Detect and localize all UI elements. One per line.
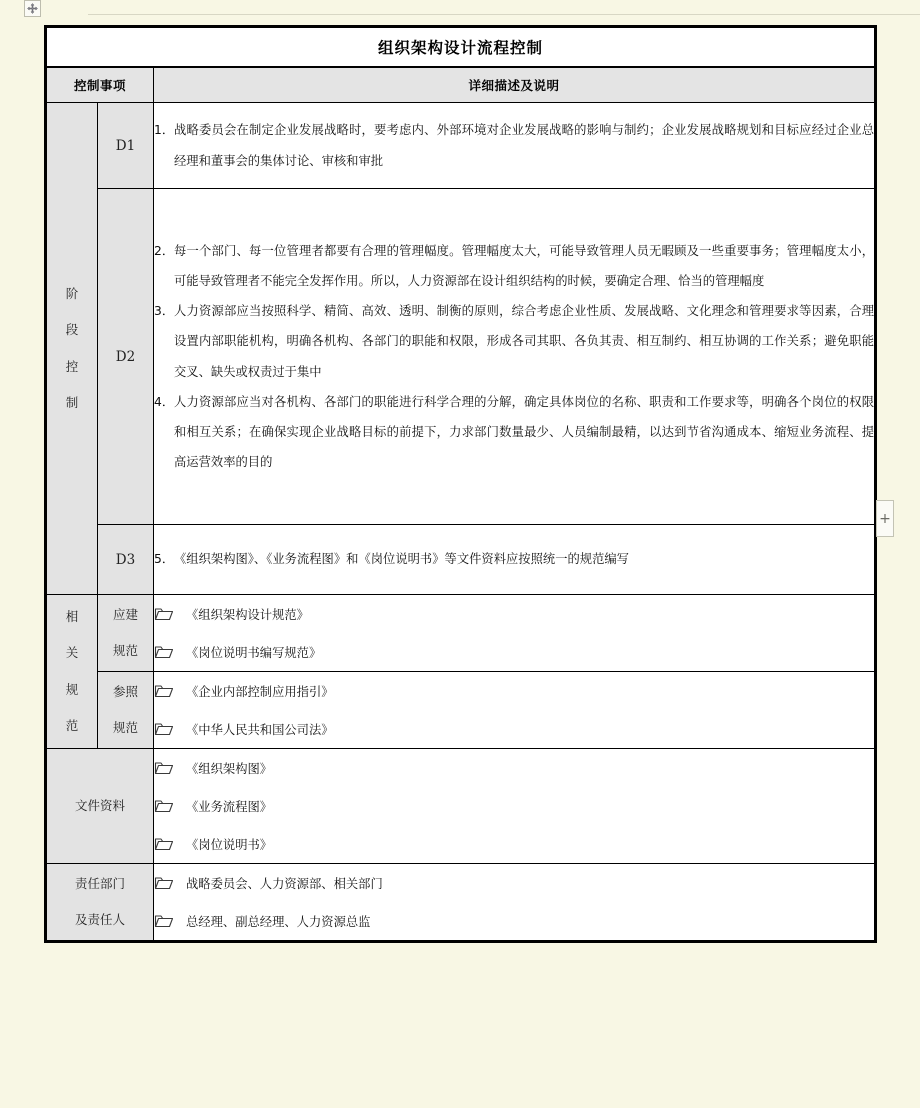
description-item (154, 296, 874, 386)
item-text: 每一个部门、每一位管理者都要有合理的管理幅度。管理幅度太大，可能导致管理人员无暇顾及一些重要事务；管理幅度太小，可能导致管理者不能完全发挥作用。所以，人力资源部在设计组织结构的时候，要确定合理、恰当的管理幅度 (174, 244, 875, 289)
file-name: 《岗位说明书编写规范》 (186, 646, 322, 660)
list-item[interactable] (154, 902, 874, 940)
file-name: 《组织架构图》 (186, 762, 273, 776)
sub-label-reference-norms (98, 672, 154, 749)
documents-file-list (154, 749, 876, 864)
section-label-char: 制 (65, 394, 79, 410)
table-row (46, 189, 876, 525)
item-number: 2． (154, 244, 175, 258)
folder-icon (154, 607, 174, 621)
item-text: 人力资源部应当按照科学、精简、高效、透明、制衡的原则，综合考虑企业性质、发展战略、文化理念和管理要求等因素，合理设置内部职能机构，明确各机构、各部门的职能和权限，形成各司其职、各负其责、相互制约、相互协调的工作关系；避免职能交叉、缺失或权责过于集中 (174, 304, 875, 379)
sub-label-line: 应建 (112, 606, 138, 622)
section-label-char: 规 (65, 681, 79, 697)
responsibility-list (154, 864, 876, 942)
header-control-item: 控制事项 (46, 67, 154, 103)
list-item[interactable] (154, 864, 874, 902)
header-description: 详细描述及说明 (154, 67, 876, 103)
table-row (46, 525, 876, 595)
list-item[interactable] (154, 787, 874, 825)
item-text: 人力资源部应当对各机构、各部门的职能进行科学合理的分解，确定具体岗位的名称、职责和工作要求等，明确各个岗位的权限和相互关系；在确保实现企业战略目标的前提下，力求部门数量最少、人员编制最精，以达到节省沟通成本、缩短业务流程、提高运营效率的目的 (174, 394, 875, 469)
responsibility-label-line: 及责任人 (74, 912, 125, 927)
section-label-stage-control (46, 103, 98, 595)
section-label-char: 阶 (65, 286, 79, 301)
control-sheet (44, 25, 874, 943)
item-text: 《组织架构图》、《业务流程图》和《岗位说明书》等文件资料应按照统一的规范编写 (174, 552, 629, 567)
sub-label-line: 规范 (112, 720, 138, 735)
stage-code-d2: D2 (98, 189, 154, 525)
description-item (154, 115, 874, 175)
section-label-responsibility (46, 864, 154, 942)
item-number: 1． (154, 123, 175, 138)
item-number: 5． (154, 552, 175, 567)
stage-code-d1: D1 (98, 103, 154, 189)
responsible-persons: 总经理、副总经理、人力资源总监 (186, 915, 371, 929)
folder-icon (154, 876, 174, 890)
section-label-char: 范 (65, 717, 79, 733)
file-name: 《企业内部控制应用指引》 (186, 685, 334, 699)
section-label-char: 段 (65, 322, 79, 338)
sub-label-line: 规范 (112, 643, 138, 658)
section-label-documents: 文件资料 (46, 749, 154, 864)
description-item (154, 236, 874, 296)
list-item[interactable] (154, 633, 874, 671)
responsibility-label-line: 责任部门 (74, 875, 125, 891)
file-name: 《业务流程图》 (186, 800, 273, 814)
stage-code-d3: D3 (98, 525, 154, 595)
add-row-button[interactable] (876, 500, 894, 537)
section-label-char: 关 (65, 645, 79, 661)
list-item[interactable] (154, 710, 874, 748)
responsible-departments: 战略委员会、人力资源部、相关部门 (186, 877, 383, 891)
table-row (46, 595, 876, 672)
document-top-strip (0, 0, 920, 16)
list-item[interactable] (154, 749, 874, 787)
stage-description-d3 (154, 525, 876, 595)
table-row (46, 864, 876, 942)
table-title-row (46, 27, 876, 68)
folder-icon (154, 761, 174, 775)
control-table (44, 25, 877, 943)
document-page-edge (88, 0, 920, 15)
file-name: 《中华人民共和国公司法》 (186, 723, 334, 737)
stage-description-d1 (154, 103, 876, 189)
table-move-handle[interactable] (24, 0, 41, 17)
reference-norms-file-list (154, 672, 876, 749)
file-name: 《组织架构设计规范》 (186, 608, 309, 622)
folder-icon (154, 722, 174, 736)
list-item[interactable] (154, 825, 874, 863)
item-number: 4． (154, 394, 175, 409)
item-number: 3． (154, 304, 175, 319)
file-name: 《岗位说明书》 (186, 838, 273, 852)
sub-label-line: 参照 (112, 683, 138, 699)
move-cross-icon (27, 3, 38, 14)
stage-description-d2 (154, 189, 876, 525)
folder-icon (154, 799, 174, 813)
folder-icon (154, 914, 174, 928)
table-row (46, 672, 876, 749)
section-label-char: 相 (65, 609, 79, 624)
section-label-related-norms (46, 595, 98, 749)
sub-label-required-norms (98, 595, 154, 672)
table-row (46, 103, 876, 189)
section-label-char: 控 (65, 358, 79, 374)
table-row (46, 749, 876, 864)
folder-icon (154, 684, 174, 698)
folder-icon (154, 837, 174, 851)
list-item[interactable] (154, 672, 874, 710)
description-item (154, 387, 874, 477)
table-header-row (46, 67, 876, 103)
add-row-label: + (879, 510, 891, 527)
item-text: 战略委员会在制定企业发展战略时，要考虑内、外部环境对企业发展战略的影响与制约；企业发展战略规划和目标应经过企业总经理和董事会的集体讨论、审核和审批 (174, 123, 875, 168)
description-item (154, 544, 874, 574)
folder-icon (154, 645, 174, 659)
required-norms-file-list (154, 595, 876, 672)
page-title: 组织架构设计流程控制 (46, 27, 876, 68)
list-item[interactable] (154, 595, 874, 633)
